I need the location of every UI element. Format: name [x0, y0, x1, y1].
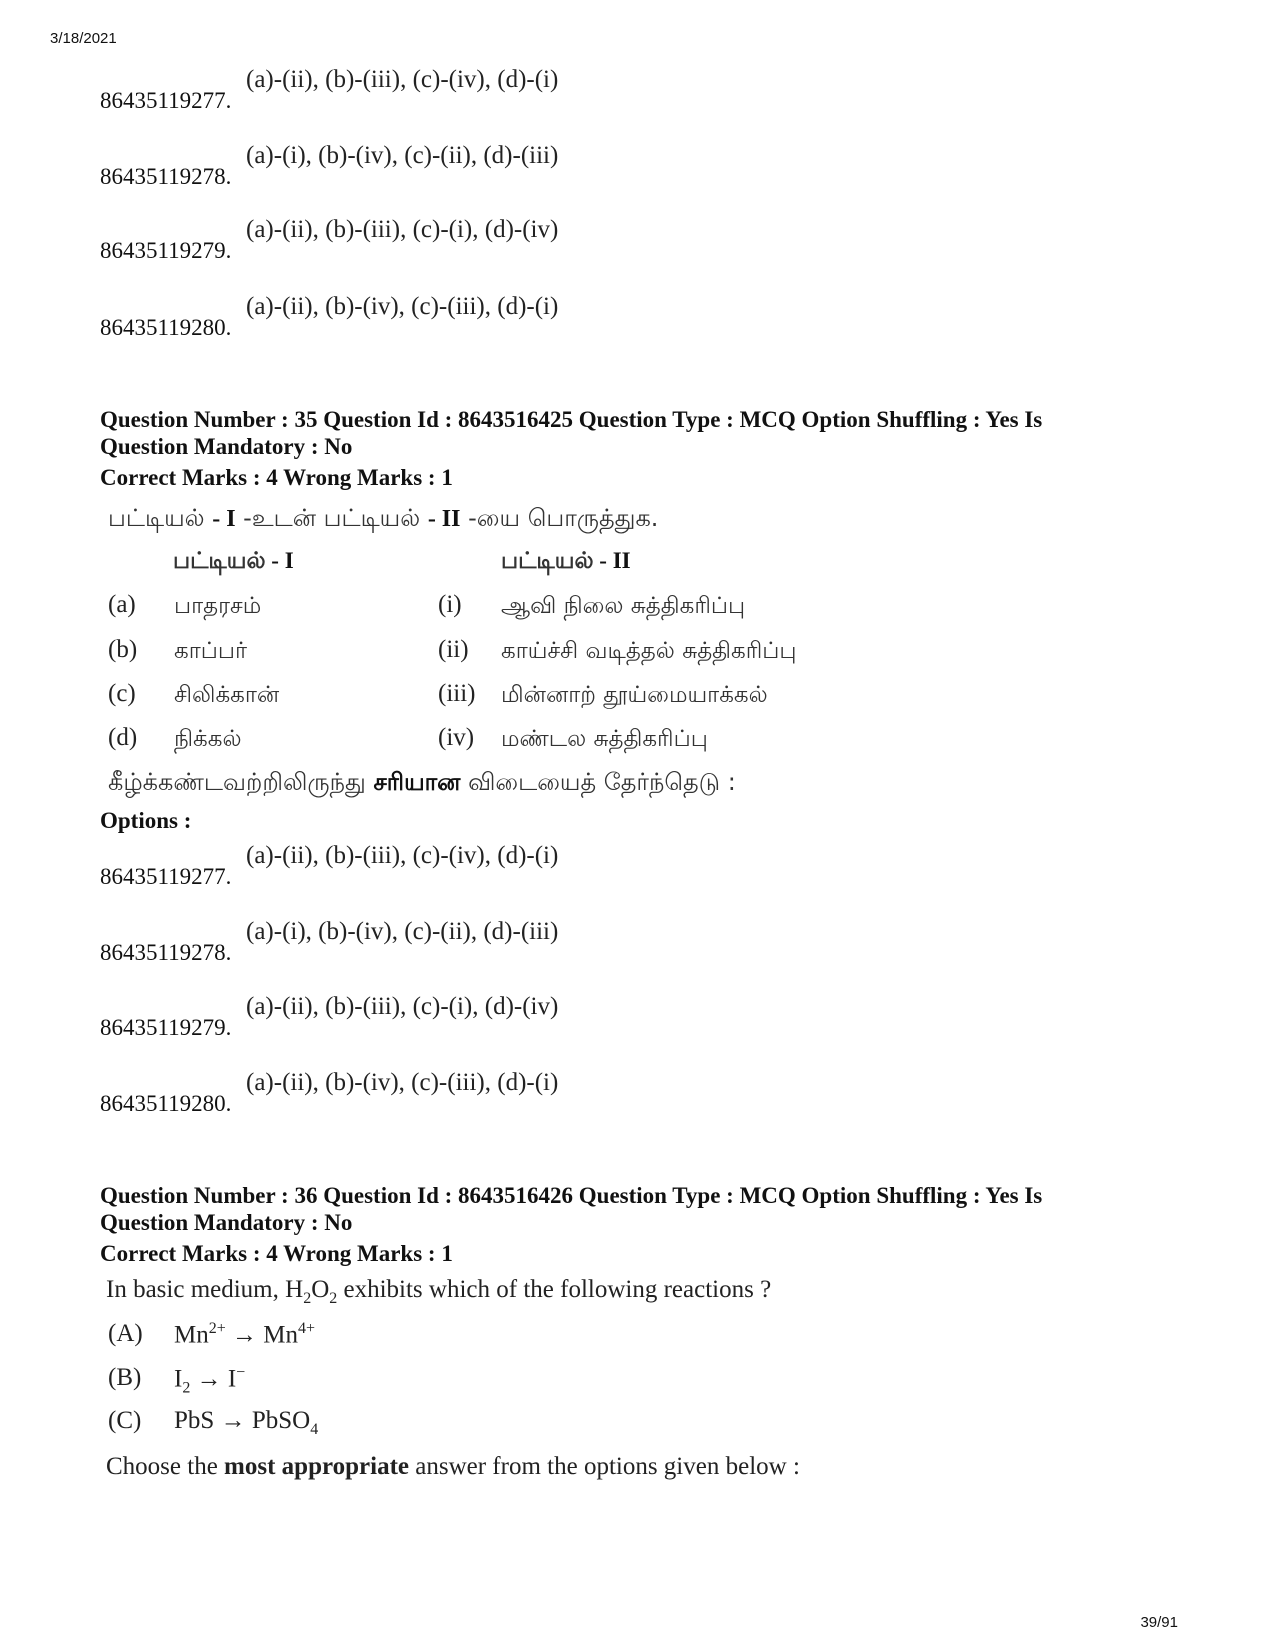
reactant: PbS: [174, 1407, 215, 1434]
reaction-arrow: →: [190, 1365, 228, 1393]
row-left-item: பாதரசம்: [174, 593, 262, 619]
reaction-equation: [174, 1364, 245, 1397]
page-number: 39/91: [1140, 1614, 1178, 1631]
instruction-text: -உடன் பட்டியல்: [235, 504, 428, 532]
row-left-item: நிக்கல்: [174, 726, 242, 752]
option-text: (a)-(i), (b)-(iv), (c)-(ii), (d)-(iii): [246, 142, 559, 169]
option-id: 86435119280.: [100, 1091, 232, 1116]
stem-text: O: [311, 1276, 330, 1303]
choose-instruction-english: [106, 1453, 800, 1481]
option-text: (a)-(i), (b)-(iv), (c)-(ii), (d)-(iii): [246, 918, 559, 945]
product-charge: 4+: [298, 1320, 316, 1337]
question-36-marks: Correct Marks : 4 Wrong Marks : 1: [100, 1241, 453, 1266]
option-id: 86435119278.: [100, 940, 232, 965]
stem-text: exhibits which of the following reactions ?: [337, 1276, 772, 1303]
heading-word: பட்டியல்: [501, 548, 594, 574]
reaction-arrow: →: [214, 1407, 252, 1434]
reactant-subscript: 2: [182, 1379, 191, 1397]
list-1-heading: [173, 548, 294, 577]
option-id: 86435119279.: [100, 238, 232, 263]
option-id: 86435119280.: [100, 315, 232, 340]
choose-bold: சரியான: [373, 768, 461, 796]
row-right-label: (iii): [438, 680, 476, 707]
reactant-charge: 2+: [208, 1320, 226, 1337]
question-stem: [106, 1276, 771, 1308]
question-header-line2: Question Mandatory : No: [100, 1210, 353, 1235]
option-text: (a)-(ii), (b)-(iii), (c)-(i), (d)-(iv): [246, 216, 559, 243]
list-2-heading: [501, 548, 631, 577]
row-left-item: சிலிக்கான்: [174, 682, 280, 708]
option-text: (a)-(ii), (b)-(iii), (c)-(iv), (d)-(i): [246, 842, 559, 869]
row-right-item: மின்னாற் தூய்மையாக்கல்: [501, 682, 768, 708]
option-id: 86435119277.: [100, 88, 232, 113]
reactant: I: [174, 1365, 183, 1393]
row-right-item: ஆவி நிலை சுத்திகரிப்பு: [501, 593, 746, 619]
choose-text: விடையைத் தேர்ந்தெடு :: [460, 768, 736, 796]
option-id: 86435119279.: [100, 1015, 232, 1040]
question-35-marks: Correct Marks : 4 Wrong Marks : 1: [100, 465, 453, 490]
choose-instruction: [108, 768, 736, 799]
reaction-label: (C): [108, 1407, 142, 1434]
question-35-header: [100, 406, 1180, 460]
option-id: 86435119278.: [100, 164, 232, 189]
row-left-item: காப்பர்: [174, 638, 247, 664]
question-header-line1: Question Number : 36 Question Id : 8643516426 Question Type : MCQ Option Shuffling : Yes Is: [100, 1183, 1043, 1208]
heading-num: - II: [593, 548, 631, 573]
option-text: (a)-(ii), (b)-(iv), (c)-(iii), (d)-(i): [246, 1069, 559, 1096]
reaction-arrow: →: [225, 1321, 264, 1349]
question-header-line2: Question Mandatory : No: [100, 434, 353, 459]
product: PbSO: [251, 1407, 311, 1434]
reaction-equation: [174, 1320, 315, 1349]
option-id: 86435119277.: [100, 864, 232, 889]
product-charge: −: [236, 1364, 246, 1381]
product: I: [227, 1365, 237, 1393]
reaction-label: (A): [108, 1320, 143, 1347]
row-label: (d): [108, 724, 138, 751]
stem-subscript: 2: [329, 1290, 338, 1307]
reactant: Mn: [174, 1321, 209, 1349]
option-text: (a)-(ii), (b)-(iv), (c)-(iii), (d)-(i): [246, 293, 559, 320]
choose-text: answer from the options given below :: [409, 1453, 800, 1480]
options-label: Options :: [100, 808, 192, 833]
option-text: (a)-(ii), (b)-(iii), (c)-(iv), (d)-(i): [246, 66, 559, 93]
match-instruction: [108, 504, 658, 535]
instruction-text: -யை பொருத்துக.: [460, 504, 659, 532]
choose-text: கீழ்க்கண்டவற்றிலிருந்து: [108, 768, 374, 796]
question-header-line1: Question Number : 35 Question Id : 8643516425 Question Type : MCQ Option Shuffling : Yes Is: [100, 407, 1043, 432]
heading-num: - I: [265, 548, 294, 573]
reaction-label: (B): [108, 1364, 142, 1391]
row-right-label: (ii): [438, 636, 469, 663]
instruction-text: பட்டியல்: [108, 504, 213, 532]
instruction-list-num: - I: [212, 506, 236, 532]
instruction-list-num: - II: [427, 506, 461, 532]
stem-text: In basic medium, H: [106, 1276, 304, 1303]
row-label: (a): [108, 591, 136, 618]
page-date: 3/18/2021: [50, 30, 117, 47]
stem-subscript: 2: [303, 1290, 312, 1307]
row-right-label: (iv): [438, 724, 475, 751]
row-right-item: மண்டல சுத்திகரிப்பு: [501, 726, 708, 752]
row-right-item: காய்ச்சி வடித்தல் சுத்திகரிப்பு: [501, 638, 797, 664]
row-label: (b): [108, 636, 138, 663]
reaction-equation: [174, 1407, 318, 1439]
product-subscript: 4: [310, 1421, 319, 1438]
heading-word: பட்டியல்: [173, 548, 266, 574]
product: Mn: [263, 1321, 298, 1349]
row-label: (c): [108, 680, 136, 707]
row-right-label: (i): [438, 591, 462, 618]
option-text: (a)-(ii), (b)-(iii), (c)-(i), (d)-(iv): [246, 993, 559, 1020]
question-36-header: [100, 1182, 1180, 1236]
choose-text: Choose the: [106, 1453, 225, 1480]
choose-bold: most appropriate: [224, 1453, 409, 1480]
